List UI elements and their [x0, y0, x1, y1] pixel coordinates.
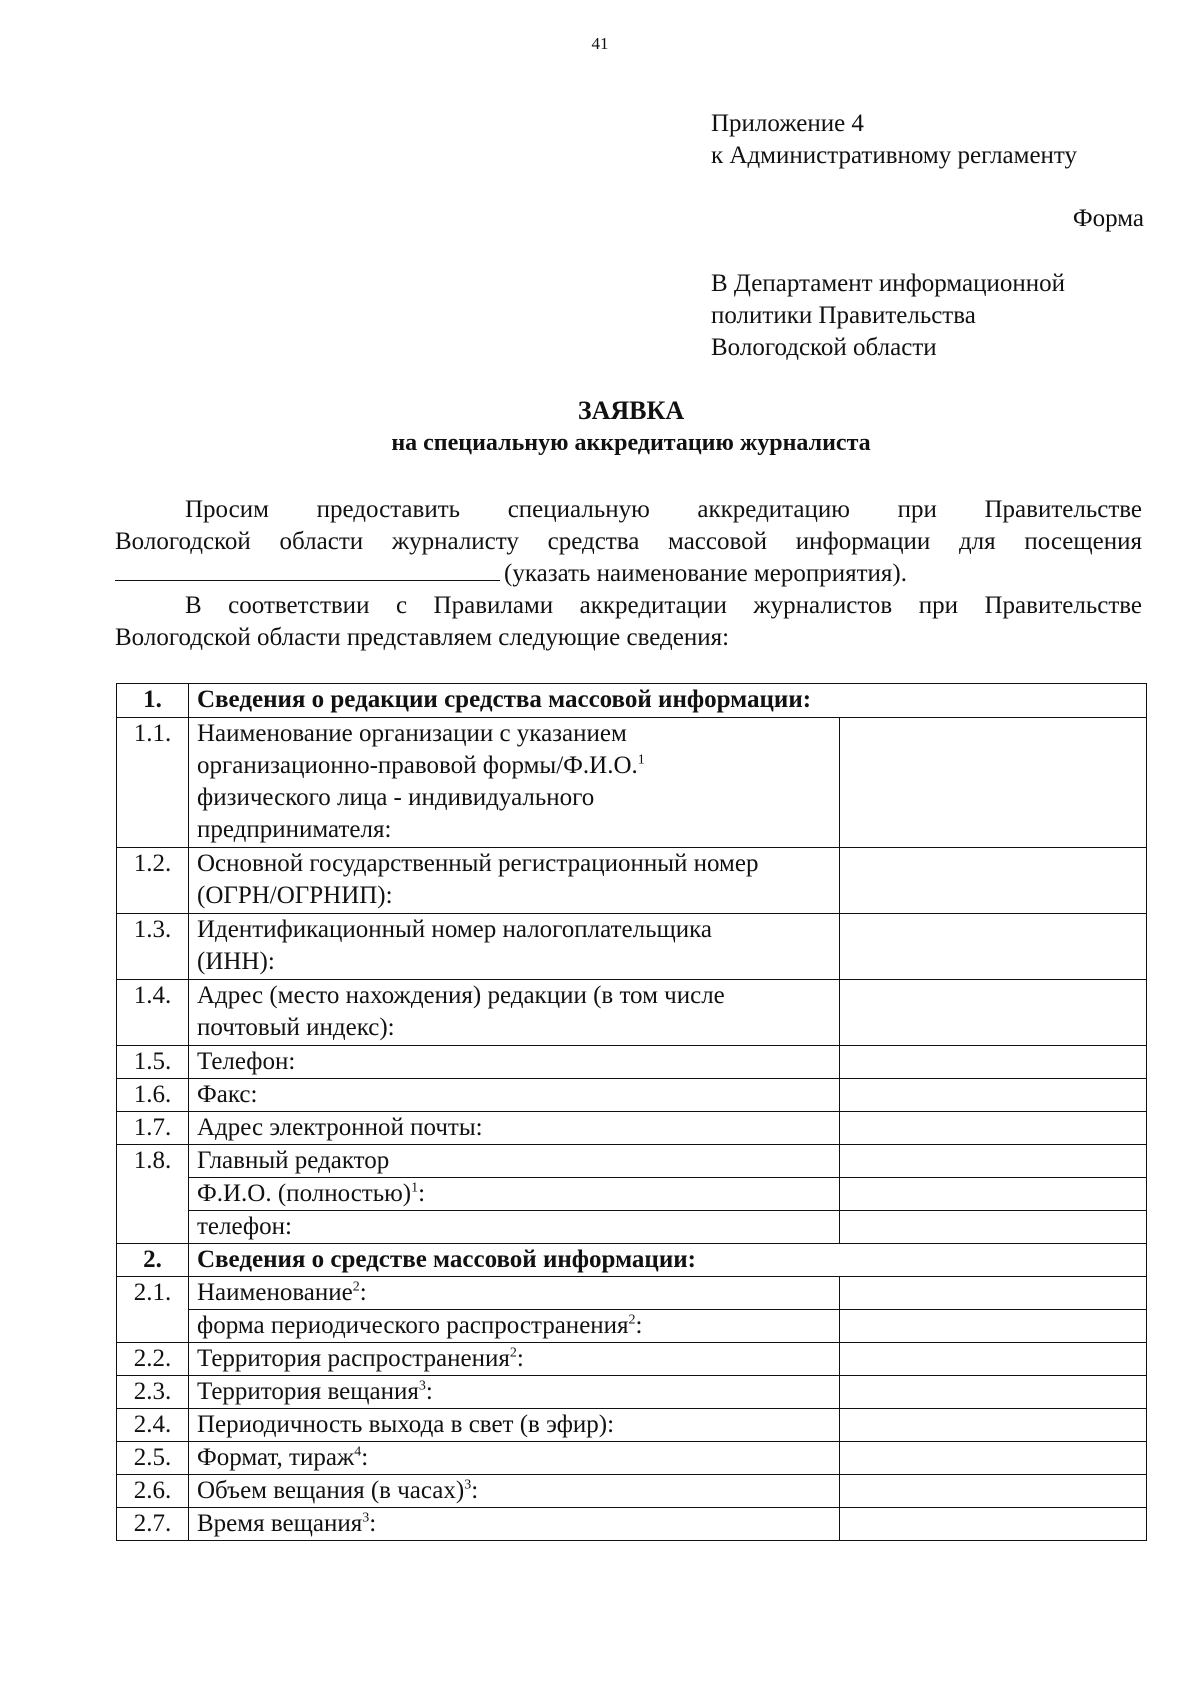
- field-value-cell[interactable]: [840, 1442, 1147, 1475]
- field-label: [189, 848, 840, 914]
- label-text: :: [471, 1477, 479, 1504]
- label-text: :: [425, 1378, 433, 1405]
- label-line: Адрес (место нахождения) редакции (в том числе: [197, 982, 725, 1009]
- appendix-line: Приложение 4: [711, 110, 864, 137]
- row-number: 2.2.: [117, 1343, 189, 1376]
- label-line: (ОГРН/ОГРНИП):: [197, 882, 393, 909]
- label-line: физического лица - индивидуального: [197, 784, 595, 811]
- field-value-cell[interactable]: [840, 1475, 1147, 1508]
- row-number: 1.5.: [117, 1046, 189, 1079]
- row-number: 1.8.: [117, 1145, 189, 1244]
- table-row: [117, 1277, 1147, 1310]
- appendix-reference: [711, 108, 1077, 172]
- field-label: Периодичность выхода в свет (в эфир):: [189, 1409, 840, 1442]
- field-value-cell[interactable]: [840, 980, 1147, 1046]
- table-row: [117, 848, 1147, 914]
- page-number: 41: [591, 34, 609, 53]
- field-value-cell[interactable]: [840, 1079, 1147, 1112]
- row-number: 2.1.: [117, 1277, 189, 1343]
- section-number: 2.: [117, 1244, 189, 1277]
- label-line: (ИНН):: [197, 948, 275, 975]
- table-row: [117, 1112, 1147, 1145]
- row-number: 1.6.: [117, 1079, 189, 1112]
- row-number: 1.4.: [117, 980, 189, 1046]
- field-label: [189, 1508, 840, 1541]
- footnote-mark: 3: [464, 1477, 472, 1493]
- label-text: Территория вещания: [197, 1378, 419, 1405]
- label-text: :: [516, 1345, 524, 1372]
- footnote-mark: 1: [637, 752, 645, 768]
- field-value-cell[interactable]: [840, 848, 1147, 914]
- row-number: 2.4.: [117, 1409, 189, 1442]
- field-value-cell[interactable]: [840, 1376, 1147, 1409]
- table-row: [117, 1343, 1147, 1376]
- field-label: [189, 1310, 840, 1343]
- document-title: ЗАЯВКА: [577, 396, 685, 425]
- row-number: 1.7.: [117, 1112, 189, 1145]
- footnote-mark: 4: [354, 1444, 362, 1460]
- field-label: [189, 1277, 840, 1310]
- label-text: Наименование: [197, 1279, 353, 1306]
- table-row: [117, 718, 1147, 848]
- event-name-hint: (указать наименование мероприятия).: [504, 560, 907, 587]
- table-subrow: [117, 1211, 1147, 1244]
- field-label: [189, 1376, 840, 1409]
- field-label: телефон:: [189, 1211, 840, 1244]
- field-value-cell[interactable]: [840, 914, 1147, 980]
- field-label: Главный редактор: [189, 1145, 840, 1178]
- field-value-cell[interactable]: [840, 718, 1147, 848]
- footnote-mark: 2: [628, 1312, 636, 1328]
- field-value-cell[interactable]: [840, 1211, 1147, 1244]
- field-value-cell[interactable]: [840, 1112, 1147, 1145]
- label-text: :: [418, 1180, 426, 1207]
- label-text: :: [369, 1510, 377, 1537]
- label-line: [197, 750, 831, 782]
- footnote-mark: 2: [352, 1279, 360, 1295]
- label-text: :: [359, 1279, 367, 1306]
- addressee-block: [711, 268, 1065, 364]
- field-label: [189, 1343, 840, 1376]
- row-number: 2.3.: [117, 1376, 189, 1409]
- field-label: Факс:: [189, 1079, 840, 1112]
- table-row: [117, 1145, 1147, 1178]
- field-value-cell[interactable]: [840, 1046, 1147, 1079]
- section-title: Сведения о редакции средства массовой информации:: [189, 684, 1147, 718]
- field-value-cell[interactable]: [840, 1409, 1147, 1442]
- row-number: 1.3.: [117, 914, 189, 980]
- table-row: [117, 1046, 1147, 1079]
- footnote-mark: 1: [411, 1180, 419, 1196]
- addressee-line: В Департамент информационной: [711, 270, 1066, 297]
- field-value-cell[interactable]: [840, 1178, 1147, 1211]
- label-text: Ф.И.О. (полностью): [197, 1180, 412, 1207]
- table-row: [117, 1442, 1147, 1475]
- row-number: 1.1.: [117, 718, 189, 848]
- event-name-blank-field[interactable]: [115, 558, 500, 581]
- table-row: [117, 980, 1147, 1046]
- table-subrow: [117, 1178, 1147, 1211]
- label-line: Основной государственный регистрационный номер: [197, 850, 759, 877]
- request-paragraph: [115, 494, 1142, 590]
- label-text: Время вещания: [197, 1510, 363, 1537]
- field-value-cell[interactable]: [840, 1310, 1147, 1343]
- section-header-row: [117, 684, 1147, 718]
- label-text: Объем вещания (в часах): [197, 1477, 465, 1504]
- label-text: организационно-правовой формы/Ф.И.О.: [197, 752, 638, 779]
- table-row: [117, 1475, 1147, 1508]
- field-value-cell[interactable]: [840, 1508, 1147, 1541]
- section-number: 1.: [117, 684, 189, 718]
- row-number: 2.6.: [117, 1475, 189, 1508]
- table-subrow: [117, 1310, 1147, 1343]
- document-subtitle: на специальную аккредитацию журналиста: [391, 430, 871, 456]
- application-form-table: [116, 683, 1147, 1541]
- paragraph-line-with-blank: [115, 558, 1142, 590]
- label-text: Территория распространения: [197, 1345, 510, 1372]
- label-line: Наименование организации с указанием: [197, 720, 627, 747]
- info-paragraph: [115, 590, 1142, 654]
- field-label: [189, 914, 840, 980]
- label-text: :: [635, 1312, 643, 1339]
- section-title: Сведения о средстве массовой информации:: [189, 1244, 1147, 1277]
- label-text: форма периодического распространения: [197, 1312, 629, 1339]
- addressee-line: Вологодской области: [711, 334, 937, 361]
- label-line: Идентификационный номер налогоплательщика: [197, 916, 713, 943]
- label-line: почтовый индекс):: [197, 1014, 395, 1041]
- appendix-line: к Административному регламенту: [711, 142, 1078, 169]
- field-label: [189, 980, 840, 1046]
- field-label: [189, 1442, 840, 1475]
- row-number: 2.5.: [117, 1442, 189, 1475]
- form-label: Форма: [1072, 205, 1144, 232]
- table-row: [117, 1508, 1147, 1541]
- field-value-cell[interactable]: [840, 1145, 1147, 1178]
- field-value-cell[interactable]: [840, 1343, 1147, 1376]
- table-row: [117, 1409, 1147, 1442]
- addressee-line: политики Правительства: [711, 302, 976, 329]
- label-text: :: [361, 1444, 369, 1471]
- field-label: Адрес электронной почты:: [189, 1112, 840, 1145]
- field-label: [189, 1178, 840, 1211]
- field-label: Телефон:: [189, 1046, 840, 1079]
- footnote-mark: 3: [418, 1378, 426, 1394]
- paragraph-line: Вологодской области журналисту средства массовой информации для посещения: [115, 528, 1142, 555]
- row-number: 2.7.: [117, 1508, 189, 1541]
- label-text: Формат, тираж: [197, 1444, 355, 1471]
- paragraph-line: Вологодской области представляем следующие сведения:: [115, 624, 730, 651]
- label-line: предпринимателя:: [197, 816, 392, 843]
- paragraph-line: В соответствии с Правилами аккредитации журналистов при Правительстве: [185, 592, 1142, 619]
- table-row: [117, 1376, 1147, 1409]
- table-row: [117, 1079, 1147, 1112]
- footnote-mark: 3: [362, 1510, 370, 1526]
- field-label: [189, 1475, 840, 1508]
- paragraph-line: Просим предоставить специальную аккредитацию при Правительстве: [185, 496, 1142, 523]
- table-row: [117, 914, 1147, 980]
- field-label: [189, 718, 840, 848]
- section-header-row: [117, 1244, 1147, 1277]
- footnote-mark: 2: [509, 1345, 517, 1361]
- row-number: 1.2.: [117, 848, 189, 914]
- field-value-cell[interactable]: [840, 1277, 1147, 1310]
